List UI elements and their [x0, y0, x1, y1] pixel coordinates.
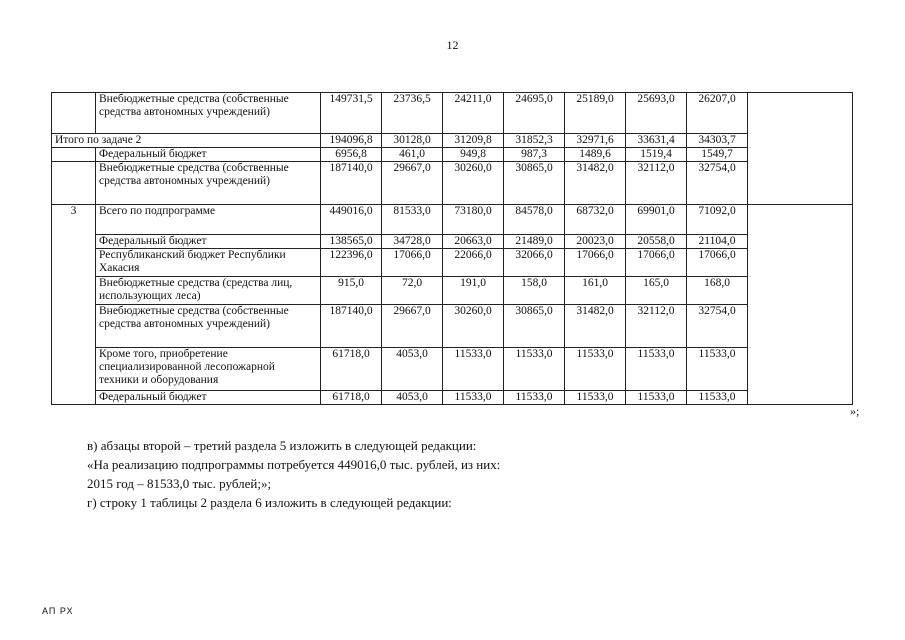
paragraph: 2015 год – 81533,0 тыс. рублей;»; — [87, 476, 272, 491]
table-row — [52, 93, 853, 134]
value-cell: 32754,0 — [687, 305, 748, 348]
row-label: Внебюджетные средства (собственные средства автономных учреждений) — [96, 305, 321, 348]
value-cell: 31482,0 — [565, 305, 626, 348]
paragraph: в) абзацы второй – третий раздела 5 изложить в следующей редакции: — [87, 438, 477, 453]
value-cell: 30865,0 — [504, 305, 565, 348]
value-cell: 168,0 — [687, 277, 748, 305]
value-cell: 32066,0 — [504, 249, 565, 277]
row-label: Всего по подпрограмме — [96, 205, 321, 235]
row-label: Внебюджетные средства (собственные средства автономных учреждений) — [96, 93, 321, 134]
value-cell: 30128,0 — [382, 134, 443, 148]
value-cell: 17066,0 — [687, 249, 748, 277]
value-cell: 61718,0 — [321, 391, 382, 405]
value-cell: 1489,6 — [565, 148, 626, 162]
row-label: Республиканский бюджет Республики Хакасия — [96, 249, 321, 277]
row-index — [52, 162, 96, 205]
value-cell: 20023,0 — [565, 235, 626, 249]
value-cell: 68732,0 — [565, 205, 626, 235]
value-cell: 191,0 — [443, 277, 504, 305]
value-cell: 6956,8 — [321, 148, 382, 162]
row-label: Федеральный бюджет — [96, 391, 321, 405]
value-cell: 84578,0 — [504, 205, 565, 235]
value-cell: 30260,0 — [443, 162, 504, 205]
value-cell: 61718,0 — [321, 348, 382, 391]
value-cell: 20558,0 — [626, 235, 687, 249]
value-cell: 11533,0 — [565, 391, 626, 405]
value-cell: 24695,0 — [504, 93, 565, 134]
table-row — [52, 134, 853, 148]
value-cell: 11533,0 — [565, 348, 626, 391]
value-cell: 17066,0 — [565, 249, 626, 277]
value-cell: 4053,0 — [382, 391, 443, 405]
value-cell: 22066,0 — [443, 249, 504, 277]
value-cell: 165,0 — [626, 277, 687, 305]
paragraph: г) строку 1 таблицы 2 раздела 6 изложить в следующей редакции: — [87, 495, 452, 510]
value-cell: 11533,0 — [626, 348, 687, 391]
value-cell: 187140,0 — [321, 162, 382, 205]
value-cell: 81533,0 — [382, 205, 443, 235]
row-label: Федеральный бюджет — [96, 235, 321, 249]
value-cell: 11533,0 — [626, 391, 687, 405]
budget-table — [51, 92, 853, 405]
value-cell: 11533,0 — [687, 348, 748, 391]
table-row — [52, 205, 853, 235]
table-row — [52, 277, 853, 305]
value-cell: 21489,0 — [504, 235, 565, 249]
value-cell: 23736,5 — [382, 93, 443, 134]
row-label: Итого по задаче 2 — [52, 134, 321, 148]
page-number: 12 — [446, 38, 459, 52]
value-cell: 25189,0 — [565, 93, 626, 134]
value-cell: 161,0 — [565, 277, 626, 305]
value-cell: 31852,3 — [504, 134, 565, 148]
value-cell: 17066,0 — [382, 249, 443, 277]
value-cell: 34728,0 — [382, 235, 443, 249]
value-cell: 29667,0 — [382, 305, 443, 348]
value-cell: 158,0 — [504, 277, 565, 305]
table-row — [52, 235, 853, 249]
value-cell: 30260,0 — [443, 305, 504, 348]
amendment-text — [87, 436, 847, 512]
empty-cell — [748, 93, 853, 205]
footer-code: АП РХ — [42, 606, 74, 616]
value-cell: 122396,0 — [321, 249, 382, 277]
value-cell: 33631,4 — [626, 134, 687, 148]
value-cell: 31482,0 — [565, 162, 626, 205]
value-cell: 11533,0 — [504, 348, 565, 391]
value-cell: 949,8 — [443, 148, 504, 162]
row-label: Внебюджетные средства (средства лиц, использующих леса) — [96, 277, 321, 305]
empty-cell — [748, 205, 853, 405]
value-cell: 11533,0 — [504, 391, 565, 405]
value-cell: 149731,5 — [321, 93, 382, 134]
value-cell: 30865,0 — [504, 162, 565, 205]
value-cell: 31209,8 — [443, 134, 504, 148]
closing-quote-mark: »; — [850, 404, 860, 418]
row-index — [52, 93, 96, 134]
value-cell: 138565,0 — [321, 235, 382, 249]
row-index — [52, 148, 96, 162]
value-cell: 17066,0 — [626, 249, 687, 277]
paragraph: «На реализацию подпрограммы потребуется 449016,0 тыс. рублей, из них: — [87, 457, 501, 472]
value-cell: 461,0 — [382, 148, 443, 162]
table-row — [52, 348, 853, 391]
table-row — [52, 249, 853, 277]
value-cell: 987,3 — [504, 148, 565, 162]
value-cell: 194096,8 — [321, 134, 382, 148]
table-row — [52, 148, 853, 162]
value-cell: 32112,0 — [626, 162, 687, 205]
value-cell: 72,0 — [382, 277, 443, 305]
value-cell: 29667,0 — [382, 162, 443, 205]
value-cell: 11533,0 — [443, 391, 504, 405]
value-cell: 24211,0 — [443, 93, 504, 134]
value-cell: 21104,0 — [687, 235, 748, 249]
table-row — [52, 162, 853, 205]
value-cell: 20663,0 — [443, 235, 504, 249]
value-cell: 1519,4 — [626, 148, 687, 162]
table-row — [52, 391, 853, 405]
value-cell: 32112,0 — [626, 305, 687, 348]
value-cell: 4053,0 — [382, 348, 443, 391]
row-label: Внебюджетные средства (собственные средства автономных учреждений) — [96, 162, 321, 205]
value-cell: 11533,0 — [687, 391, 748, 405]
table-row — [52, 305, 853, 348]
row-index: 3 — [52, 205, 96, 405]
value-cell: 73180,0 — [443, 205, 504, 235]
value-cell: 25693,0 — [626, 93, 687, 134]
value-cell: 34303,7 — [687, 134, 748, 148]
row-label: Федеральный бюджет — [96, 148, 321, 162]
value-cell: 26207,0 — [687, 93, 748, 134]
value-cell: 69901,0 — [626, 205, 687, 235]
value-cell: 32971,6 — [565, 134, 626, 148]
value-cell: 449016,0 — [321, 205, 382, 235]
value-cell: 187140,0 — [321, 305, 382, 348]
value-cell: 71092,0 — [687, 205, 748, 235]
value-cell: 11533,0 — [443, 348, 504, 391]
row-label: Кроме того, приобретение специализированной лесопожарной техники и оборудования — [96, 348, 321, 391]
value-cell: 1549,7 — [687, 148, 748, 162]
value-cell: 32754,0 — [687, 162, 748, 205]
value-cell: 915,0 — [321, 277, 382, 305]
